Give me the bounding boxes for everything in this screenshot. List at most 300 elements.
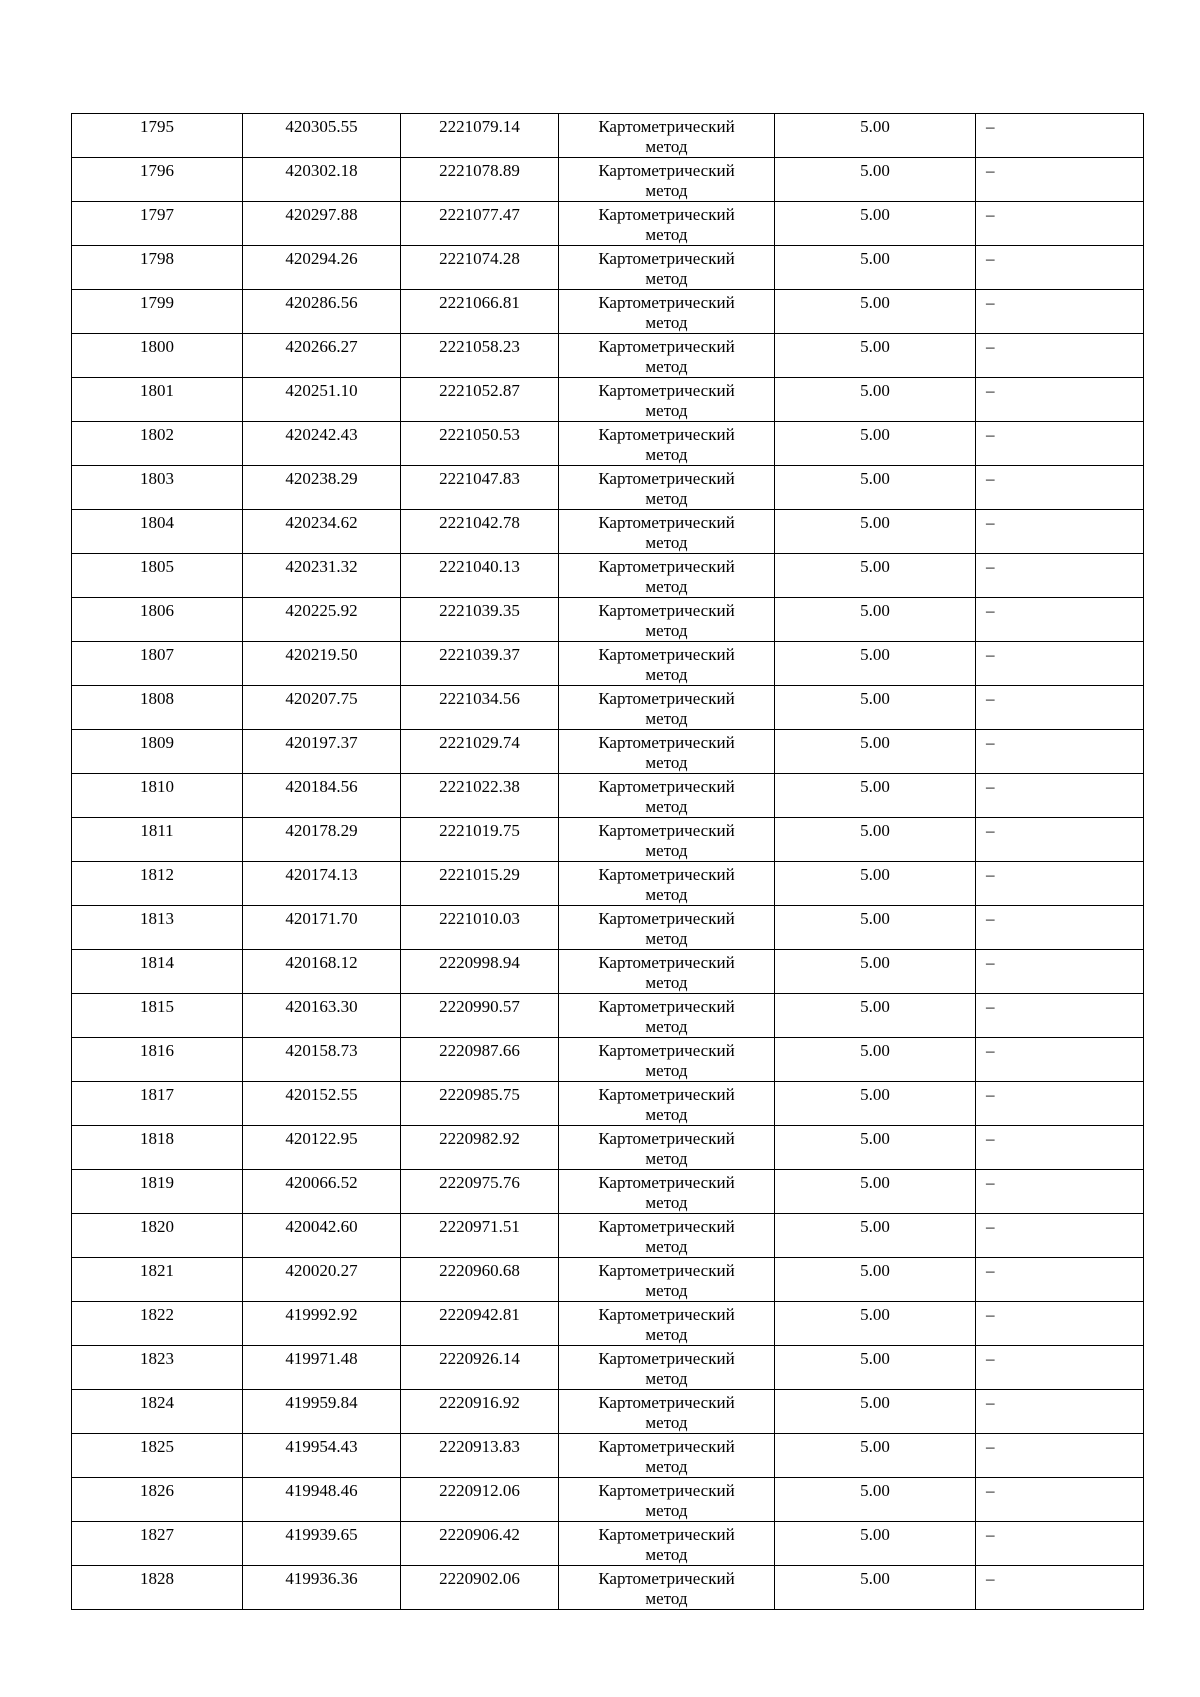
method-text-line1: Картометрический [598,249,735,268]
method-text-line2: метод [645,709,688,728]
table-row [72,730,1144,774]
note-cell: – [976,1126,1144,1170]
y-coordinate-cell: 2221019.75 [401,818,559,862]
table-row [72,994,1144,1038]
table-row [72,862,1144,906]
table-row [72,1478,1144,1522]
table-row [72,906,1144,950]
point-number-cell: 1826 [72,1478,243,1522]
x-coordinate-cell: 420168.12 [243,950,401,994]
note-cell: – [976,818,1144,862]
point-number-cell: 1822 [72,1302,243,1346]
x-coordinate-cell: 420219.50 [243,642,401,686]
y-coordinate-cell: 2221079.14 [401,114,559,158]
method-text-line1: Картометрический [598,1041,735,1060]
point-number-cell: 1809 [72,730,243,774]
accuracy-cell: 5.00 [775,246,976,290]
x-coordinate-cell: 420152.55 [243,1082,401,1126]
accuracy-cell: 5.00 [775,906,976,950]
point-number-cell: 1797 [72,202,243,246]
method-text-line1: Картометрический [598,1481,735,1500]
table-row [72,1566,1144,1610]
accuracy-cell: 5.00 [775,1082,976,1126]
point-number-cell: 1814 [72,950,243,994]
x-coordinate-cell: 419959.84 [243,1390,401,1434]
accuracy-cell: 5.00 [775,730,976,774]
note-cell: – [976,1258,1144,1302]
y-coordinate-cell: 2220975.76 [401,1170,559,1214]
method-cell [559,466,775,510]
method-cell [559,862,775,906]
x-coordinate-cell: 420294.26 [243,246,401,290]
method-cell [559,1082,775,1126]
method-cell [559,730,775,774]
method-text-line1: Картометрический [598,513,735,532]
y-coordinate-cell: 2221040.13 [401,554,559,598]
table-row [72,1082,1144,1126]
method-text-line1: Картометрический [598,601,735,620]
method-text-line1: Картометрический [598,337,735,356]
table-row [72,158,1144,202]
x-coordinate-cell: 420066.52 [243,1170,401,1214]
method-text-line2: метод [645,1369,688,1388]
method-text-line1: Картометрический [598,733,735,752]
method-text-line1: Картометрический [598,1129,735,1148]
method-text-line2: метод [645,973,688,992]
method-text-line1: Картометрический [598,381,735,400]
table-row [72,1214,1144,1258]
x-coordinate-cell: 420020.27 [243,1258,401,1302]
method-cell [559,1566,775,1610]
point-number-cell: 1816 [72,1038,243,1082]
x-coordinate-cell: 420158.73 [243,1038,401,1082]
note-cell: – [976,1170,1144,1214]
method-text-line2: метод [645,225,688,244]
y-coordinate-cell: 2221015.29 [401,862,559,906]
y-coordinate-cell: 2220912.06 [401,1478,559,1522]
method-text-line2: метод [645,577,688,596]
note-cell: – [976,246,1144,290]
y-coordinate-cell: 2220926.14 [401,1346,559,1390]
method-text-line2: метод [645,1193,688,1212]
method-text-line2: метод [645,137,688,156]
note-cell: – [976,686,1144,730]
method-cell [559,378,775,422]
table-row [72,1170,1144,1214]
note-cell: – [976,378,1144,422]
point-number-cell: 1806 [72,598,243,642]
accuracy-cell: 5.00 [775,950,976,994]
note-cell: – [976,1346,1144,1390]
method-text-line1: Картометрический [598,1437,735,1456]
table-row [72,1346,1144,1390]
y-coordinate-cell: 2220906.42 [401,1522,559,1566]
note-cell: – [976,1434,1144,1478]
method-cell [559,1214,775,1258]
accuracy-cell: 5.00 [775,334,976,378]
y-coordinate-cell: 2220998.94 [401,950,559,994]
point-number-cell: 1824 [72,1390,243,1434]
note-cell: – [976,334,1144,378]
table-row [72,774,1144,818]
note-cell: – [976,554,1144,598]
table-row [72,510,1144,554]
point-number-cell: 1796 [72,158,243,202]
table-row [72,1302,1144,1346]
method-text-line1: Картометрический [598,557,735,576]
note-cell: – [976,906,1144,950]
x-coordinate-cell: 420163.30 [243,994,401,1038]
method-text-line1: Картометрический [598,1261,735,1280]
note-cell: – [976,290,1144,334]
point-number-cell: 1800 [72,334,243,378]
y-coordinate-cell: 2220982.92 [401,1126,559,1170]
coordinates-table-body [72,114,1144,1610]
method-text-line2: метод [645,885,688,904]
point-number-cell: 1805 [72,554,243,598]
note-cell: – [976,1478,1144,1522]
method-text-line1: Картометрический [598,1393,735,1412]
point-number-cell: 1813 [72,906,243,950]
y-coordinate-cell: 2220942.81 [401,1302,559,1346]
note-cell: – [976,1390,1144,1434]
accuracy-cell: 5.00 [775,1126,976,1170]
accuracy-cell: 5.00 [775,1170,976,1214]
point-number-cell: 1819 [72,1170,243,1214]
method-cell [559,950,775,994]
x-coordinate-cell: 420225.92 [243,598,401,642]
accuracy-cell: 5.00 [775,1390,976,1434]
method-cell [559,1522,775,1566]
accuracy-cell: 5.00 [775,202,976,246]
method-text-line1: Картометрический [598,865,735,884]
point-number-cell: 1817 [72,1082,243,1126]
method-cell [559,422,775,466]
point-number-cell: 1825 [72,1434,243,1478]
method-text-line1: Картометрический [598,425,735,444]
y-coordinate-cell: 2221039.35 [401,598,559,642]
x-coordinate-cell: 419939.65 [243,1522,401,1566]
y-coordinate-cell: 2221029.74 [401,730,559,774]
method-text-line1: Картометрический [598,1217,735,1236]
x-coordinate-cell: 420174.13 [243,862,401,906]
table-row [72,290,1144,334]
method-cell [559,598,775,642]
x-coordinate-cell: 420234.62 [243,510,401,554]
accuracy-cell: 5.00 [775,422,976,466]
method-cell [559,202,775,246]
table-row [72,422,1144,466]
note-cell: – [976,1566,1144,1610]
table-row [72,950,1144,994]
method-cell [559,290,775,334]
method-cell [559,1434,775,1478]
method-cell [559,774,775,818]
accuracy-cell: 5.00 [775,818,976,862]
accuracy-cell: 5.00 [775,378,976,422]
note-cell: – [976,114,1144,158]
method-text-line1: Картометрический [598,645,735,664]
method-text-line2: метод [645,489,688,508]
note-cell: – [976,774,1144,818]
note-cell: – [976,158,1144,202]
note-cell: – [976,1082,1144,1126]
x-coordinate-cell: 420171.70 [243,906,401,950]
method-text-line2: метод [645,1457,688,1476]
accuracy-cell: 5.00 [775,686,976,730]
point-number-cell: 1795 [72,114,243,158]
method-text-line2: метод [645,1105,688,1124]
point-number-cell: 1803 [72,466,243,510]
method-text-line2: метод [645,1545,688,1564]
point-number-cell: 1827 [72,1522,243,1566]
method-text-line2: метод [645,181,688,200]
method-text-line1: Картометрический [598,777,735,796]
y-coordinate-cell: 2220916.92 [401,1390,559,1434]
accuracy-cell: 5.00 [775,1566,976,1610]
note-cell: – [976,642,1144,686]
accuracy-cell: 5.00 [775,466,976,510]
y-coordinate-cell: 2221052.87 [401,378,559,422]
y-coordinate-cell: 2221050.53 [401,422,559,466]
accuracy-cell: 5.00 [775,554,976,598]
method-cell [559,554,775,598]
accuracy-cell: 5.00 [775,1258,976,1302]
method-cell [559,1478,775,1522]
y-coordinate-cell: 2220960.68 [401,1258,559,1302]
x-coordinate-cell: 420266.27 [243,334,401,378]
point-number-cell: 1808 [72,686,243,730]
note-cell: – [976,1522,1144,1566]
method-text-line2: метод [645,929,688,948]
table-row [72,818,1144,862]
method-cell [559,158,775,202]
note-cell: – [976,862,1144,906]
method-cell [559,642,775,686]
table-row [72,686,1144,730]
method-cell [559,510,775,554]
method-cell [559,1302,775,1346]
method-text-line2: метод [645,797,688,816]
accuracy-cell: 5.00 [775,1434,976,1478]
method-text-line2: метод [645,665,688,684]
point-number-cell: 1804 [72,510,243,554]
method-text-line2: метод [645,1501,688,1520]
method-text-line1: Картометрический [598,1305,735,1324]
method-cell [559,818,775,862]
x-coordinate-cell: 419936.36 [243,1566,401,1610]
note-cell: – [976,730,1144,774]
y-coordinate-cell: 2221047.83 [401,466,559,510]
note-cell: – [976,950,1144,994]
x-coordinate-cell: 420238.29 [243,466,401,510]
method-text-line2: метод [645,1017,688,1036]
y-coordinate-cell: 2220987.66 [401,1038,559,1082]
accuracy-cell: 5.00 [775,598,976,642]
table-row [72,334,1144,378]
method-text-line1: Картометрический [598,1085,735,1104]
method-text-line2: метод [645,1061,688,1080]
table-row [72,554,1144,598]
accuracy-cell: 5.00 [775,290,976,334]
method-text-line2: метод [645,401,688,420]
accuracy-cell: 5.00 [775,114,976,158]
accuracy-cell: 5.00 [775,1346,976,1390]
accuracy-cell: 5.00 [775,1302,976,1346]
table-row [72,466,1144,510]
method-text-line1: Картометрический [598,161,735,180]
method-cell [559,1258,775,1302]
method-text-line1: Картометрический [598,117,735,136]
point-number-cell: 1801 [72,378,243,422]
note-cell: – [976,202,1144,246]
method-text-line1: Картометрический [598,953,735,972]
x-coordinate-cell: 420302.18 [243,158,401,202]
y-coordinate-cell: 2221078.89 [401,158,559,202]
table-row [72,1258,1144,1302]
point-number-cell: 1823 [72,1346,243,1390]
x-coordinate-cell: 420297.88 [243,202,401,246]
note-cell: – [976,1214,1144,1258]
table-row [72,1038,1144,1082]
y-coordinate-cell: 2220971.51 [401,1214,559,1258]
method-cell [559,906,775,950]
method-cell [559,994,775,1038]
point-number-cell: 1810 [72,774,243,818]
point-number-cell: 1798 [72,246,243,290]
method-text-line2: метод [645,621,688,640]
method-text-line2: метод [645,533,688,552]
x-coordinate-cell: 420197.37 [243,730,401,774]
y-coordinate-cell: 2221022.38 [401,774,559,818]
x-coordinate-cell: 419992.92 [243,1302,401,1346]
method-text-line1: Картометрический [598,205,735,224]
table-row [72,642,1144,686]
x-coordinate-cell: 420305.55 [243,114,401,158]
method-cell [559,1170,775,1214]
method-text-line2: метод [645,1149,688,1168]
method-text-line1: Картометрический [598,997,735,1016]
table-row [72,1522,1144,1566]
method-cell [559,334,775,378]
point-number-cell: 1821 [72,1258,243,1302]
y-coordinate-cell: 2220985.75 [401,1082,559,1126]
y-coordinate-cell: 2221010.03 [401,906,559,950]
y-coordinate-cell: 2221066.81 [401,290,559,334]
x-coordinate-cell: 420207.75 [243,686,401,730]
table-row [72,202,1144,246]
note-cell: – [976,422,1144,466]
method-cell [559,246,775,290]
method-text-line2: метод [645,1237,688,1256]
method-text-line1: Картометрический [598,1569,735,1588]
method-cell [559,1346,775,1390]
accuracy-cell: 5.00 [775,862,976,906]
method-text-line2: метод [645,1589,688,1608]
note-cell: – [976,598,1144,642]
point-number-cell: 1807 [72,642,243,686]
x-coordinate-cell: 419948.46 [243,1478,401,1522]
table-row [72,1390,1144,1434]
accuracy-cell: 5.00 [775,1214,976,1258]
table-row [72,1434,1144,1478]
x-coordinate-cell: 419971.48 [243,1346,401,1390]
method-text-line1: Картометрический [598,1173,735,1192]
point-number-cell: 1815 [72,994,243,1038]
method-text-line2: метод [645,1325,688,1344]
y-coordinate-cell: 2221077.47 [401,202,559,246]
x-coordinate-cell: 419954.43 [243,1434,401,1478]
y-coordinate-cell: 2221042.78 [401,510,559,554]
method-text-line1: Картометрический [598,1349,735,1368]
table-row [72,246,1144,290]
point-number-cell: 1812 [72,862,243,906]
method-text-line1: Картометрический [598,1525,735,1544]
note-cell: – [976,466,1144,510]
note-cell: – [976,1302,1144,1346]
x-coordinate-cell: 420184.56 [243,774,401,818]
method-cell [559,686,775,730]
method-cell [559,114,775,158]
point-number-cell: 1799 [72,290,243,334]
method-text-line1: Картометрический [598,821,735,840]
method-text-line2: метод [645,841,688,860]
accuracy-cell: 5.00 [775,774,976,818]
accuracy-cell: 5.00 [775,1038,976,1082]
y-coordinate-cell: 2221074.28 [401,246,559,290]
method-cell [559,1038,775,1082]
accuracy-cell: 5.00 [775,1478,976,1522]
point-number-cell: 1811 [72,818,243,862]
method-text-line2: метод [645,313,688,332]
y-coordinate-cell: 2221034.56 [401,686,559,730]
x-coordinate-cell: 420042.60 [243,1214,401,1258]
note-cell: – [976,510,1144,554]
method-text-line2: метод [645,753,688,772]
method-text-line1: Картометрический [598,689,735,708]
y-coordinate-cell: 2221058.23 [401,334,559,378]
method-cell [559,1390,775,1434]
method-text-line2: метод [645,357,688,376]
y-coordinate-cell: 2220913.83 [401,1434,559,1478]
method-text-line2: метод [645,1281,688,1300]
table-row [72,114,1144,158]
point-number-cell: 1802 [72,422,243,466]
note-cell: – [976,1038,1144,1082]
method-text-line1: Картометрический [598,909,735,928]
x-coordinate-cell: 420251.10 [243,378,401,422]
accuracy-cell: 5.00 [775,510,976,554]
method-text-line1: Картометрический [598,469,735,488]
coordinates-table [71,113,1144,1610]
x-coordinate-cell: 420242.43 [243,422,401,466]
y-coordinate-cell: 2220902.06 [401,1566,559,1610]
accuracy-cell: 5.00 [775,1522,976,1566]
method-text-line2: метод [645,445,688,464]
table-row [72,1126,1144,1170]
x-coordinate-cell: 420122.95 [243,1126,401,1170]
y-coordinate-cell: 2221039.37 [401,642,559,686]
table-row [72,378,1144,422]
point-number-cell: 1818 [72,1126,243,1170]
point-number-cell: 1828 [72,1566,243,1610]
method-text-line2: метод [645,1413,688,1432]
table-row [72,598,1144,642]
x-coordinate-cell: 420178.29 [243,818,401,862]
accuracy-cell: 5.00 [775,994,976,1038]
accuracy-cell: 5.00 [775,642,976,686]
x-coordinate-cell: 420231.32 [243,554,401,598]
